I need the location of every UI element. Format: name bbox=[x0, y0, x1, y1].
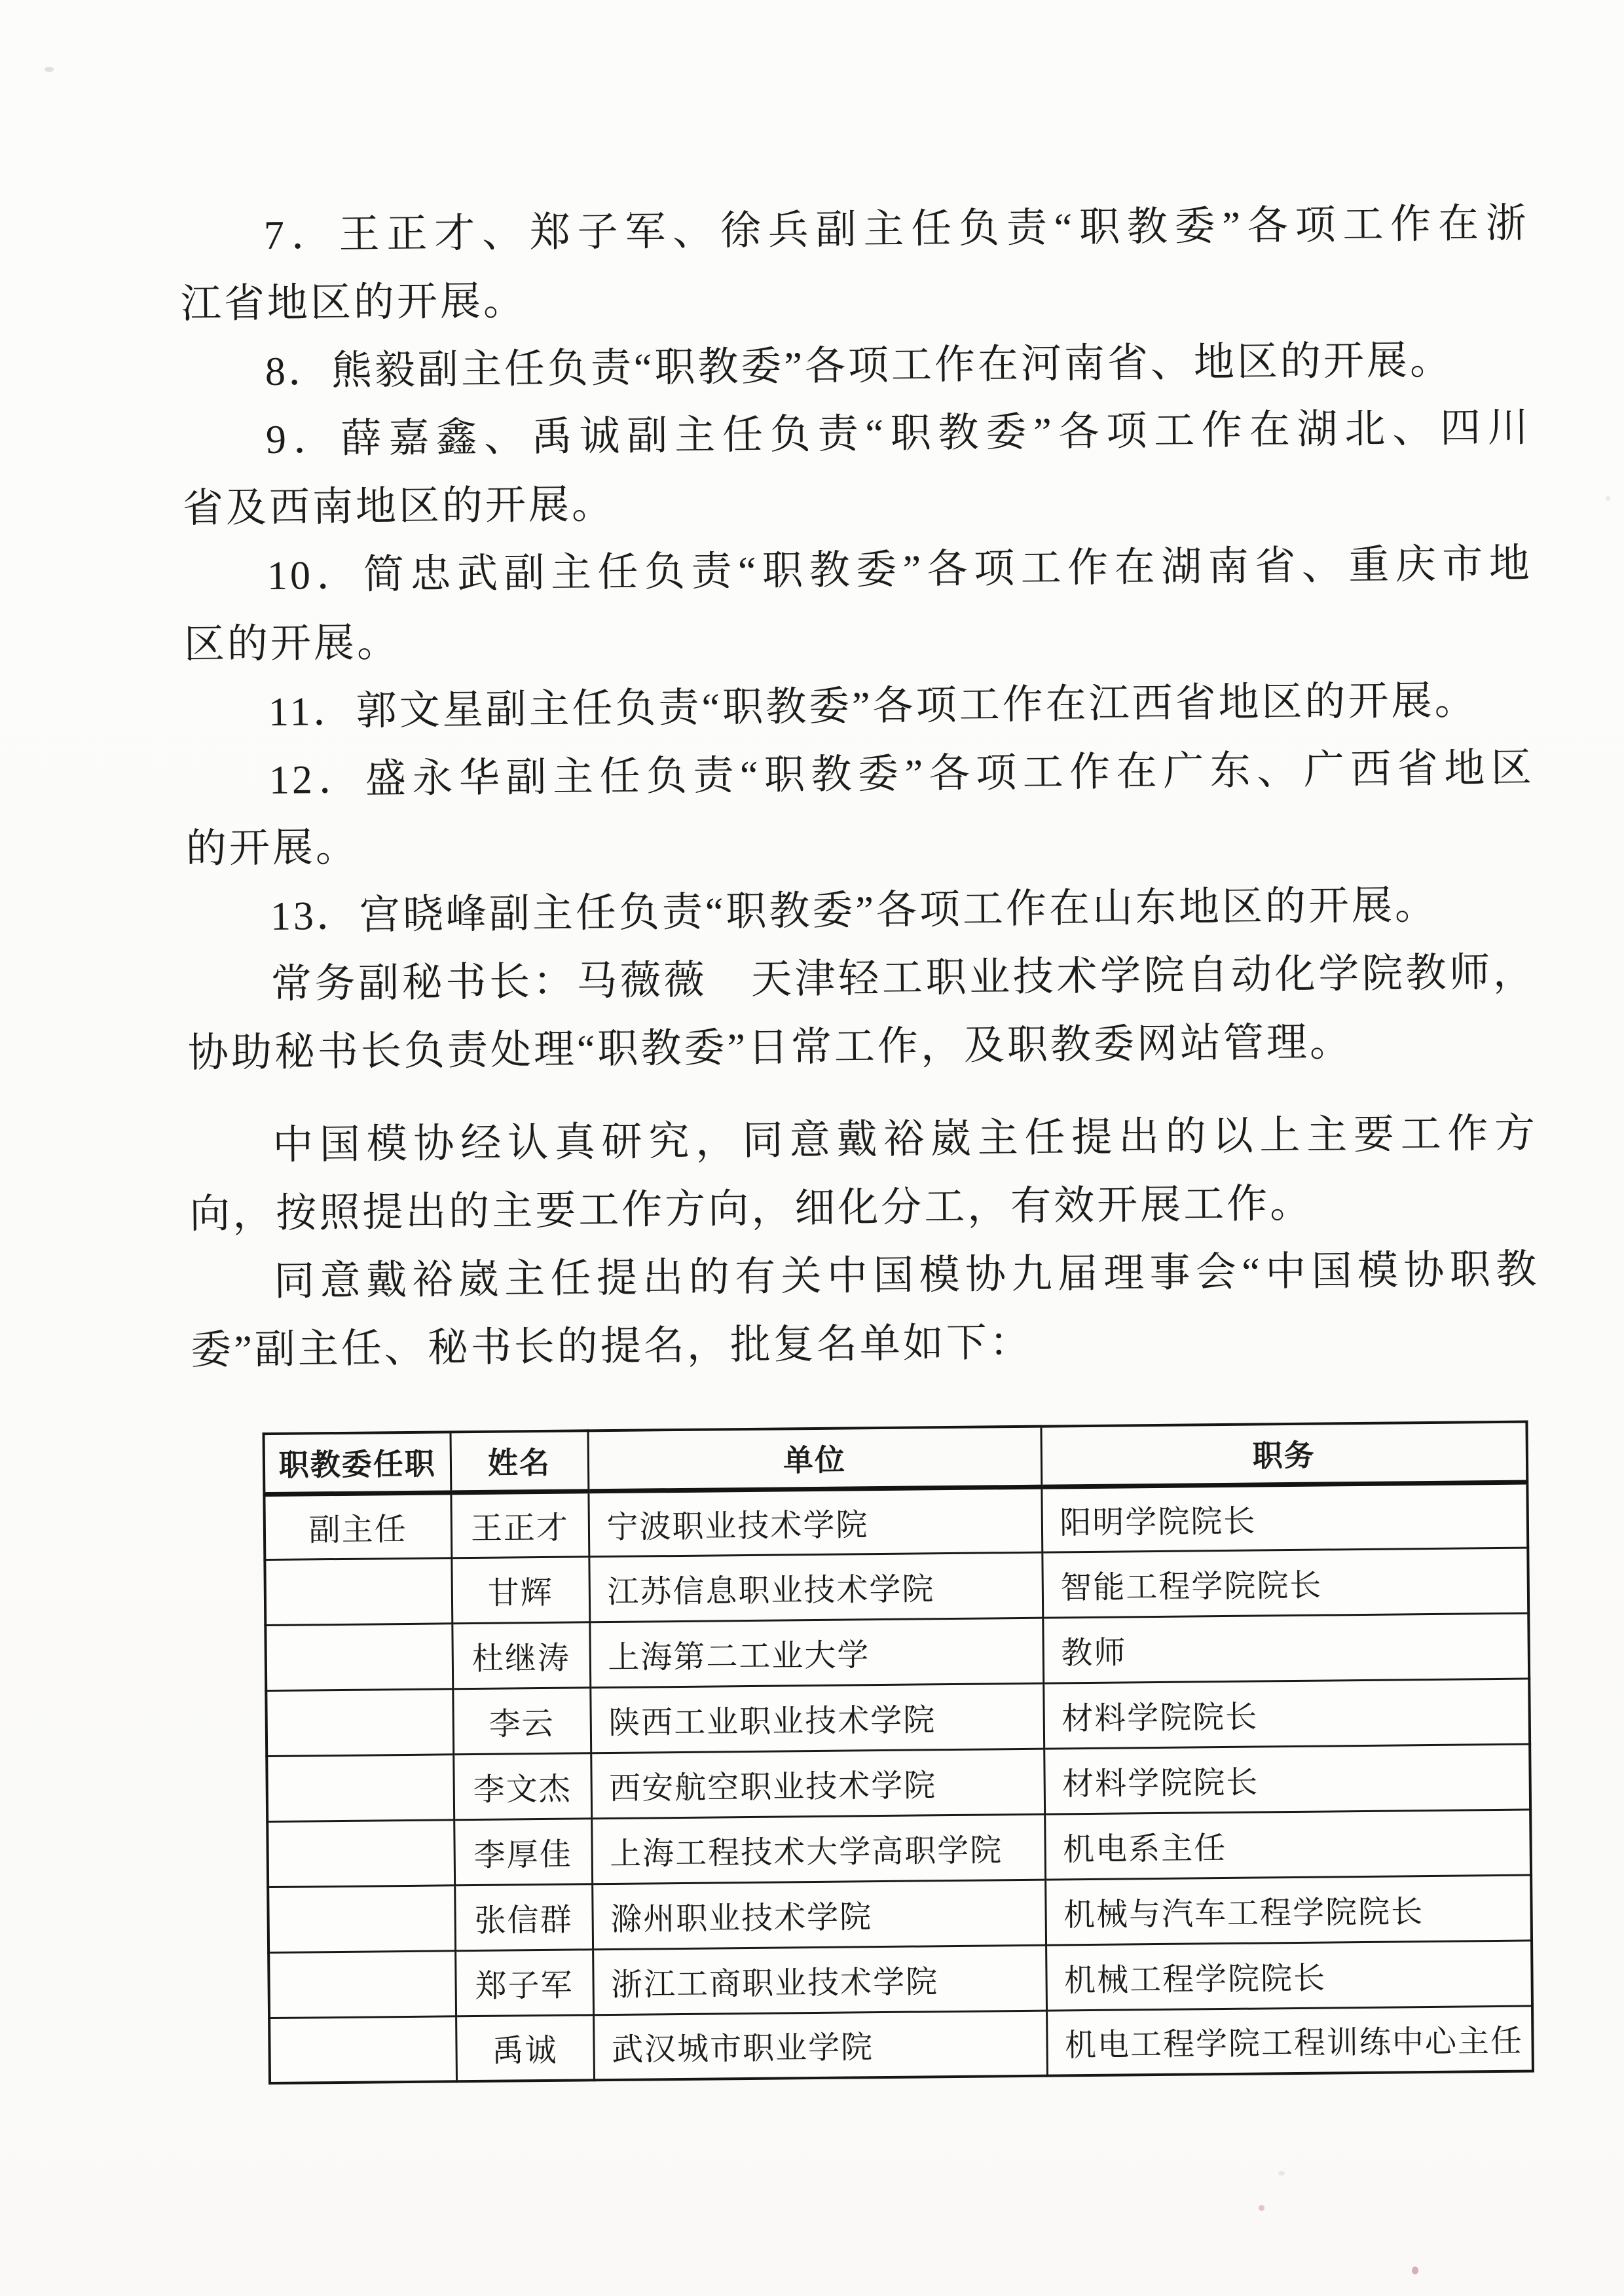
cell-unit: 武汉城市职业学院 bbox=[593, 2011, 1047, 2081]
cell-name: 李厚佳 bbox=[454, 1818, 592, 1885]
cell-name: 张信群 bbox=[454, 1884, 593, 1950]
text-line-approval1-2: 向，按照提出的主要工作方向，细化分工，有效开展工作。 bbox=[189, 1181, 1314, 1237]
cell-title: 阳明学院院长 bbox=[1041, 1482, 1528, 1552]
text-line-item11: 11．郭文星副主任负责“职教委”各项工作在江西省地区的开展。 bbox=[268, 678, 1478, 735]
text-line-item12-1: 12．盛永华副主任负责“职教委”各项工作在广东、广西省地区 bbox=[268, 746, 1535, 803]
table-row bbox=[266, 1679, 1530, 1757]
text-line-approval2-2: 委”副主任、秘书长的提名，批复名单如下： bbox=[190, 1320, 1033, 1374]
table-row bbox=[267, 1810, 1531, 1887]
text-line-item12-2: 的开展。 bbox=[185, 825, 360, 872]
header-name: 姓名 bbox=[451, 1430, 589, 1492]
table-row bbox=[265, 1613, 1529, 1691]
cell-title: 材料学院院长 bbox=[1044, 1744, 1530, 1814]
cell-name: 甘辉 bbox=[451, 1556, 589, 1623]
table-row bbox=[268, 1875, 1532, 1953]
header-title: 职务 bbox=[1041, 1422, 1527, 1487]
cell-position: 副主任 bbox=[264, 1492, 451, 1559]
cell-unit: 上海工程技术大学高职学院 bbox=[591, 1814, 1045, 1884]
cell-position bbox=[267, 1754, 454, 1821]
text-line-item8: 8．熊毅副主任负责“职教委”各项工作在河南省、地区的开展。 bbox=[265, 338, 1454, 394]
cell-name: 王正才 bbox=[451, 1491, 589, 1558]
text-line-approval2-1: 同意戴裕崴主任提出的有关中国模协九届理事会“中国模协职教 bbox=[273, 1247, 1540, 1304]
cell-unit: 陕西工业职业技术学院 bbox=[590, 1683, 1044, 1753]
header-position: 职教委任职 bbox=[264, 1432, 451, 1494]
cell-name: 李文杰 bbox=[453, 1753, 591, 1819]
cell-unit: 宁波职业技术学院 bbox=[588, 1487, 1042, 1557]
text-line-item9-1: 9．薛嘉鑫、禹诚副主任负责“职教委”各项工作在湖北、四川 bbox=[265, 405, 1532, 462]
text-line-item9-2: 省及西南地区的开展。 bbox=[182, 482, 616, 532]
cell-position bbox=[265, 1558, 452, 1625]
table-row bbox=[264, 1482, 1528, 1560]
cell-position bbox=[267, 1819, 454, 1887]
table-row bbox=[265, 1548, 1528, 1626]
cell-name: 李云 bbox=[452, 1687, 591, 1754]
cell-position bbox=[268, 1950, 456, 2018]
cell-position bbox=[269, 2016, 456, 2083]
cell-title: 机电工程学院工程训练中心主任 bbox=[1046, 2006, 1533, 2076]
cell-unit: 浙江工商职业技术学院 bbox=[593, 1945, 1046, 2015]
cell-unit: 滁州职业技术学院 bbox=[592, 1880, 1046, 1950]
text-line-approval1-1: 中国模协经认真研究，同意戴裕崴主任提出的以上主要工作方 bbox=[272, 1111, 1538, 1168]
cell-title: 机电系主任 bbox=[1044, 1810, 1531, 1880]
header-unit: 单位 bbox=[587, 1427, 1041, 1491]
table-row bbox=[267, 1744, 1530, 1822]
cell-title: 教师 bbox=[1043, 1613, 1529, 1683]
cell-title: 智能工程学院院长 bbox=[1042, 1548, 1528, 1618]
cell-unit: 西安航空职业技术学院 bbox=[591, 1749, 1044, 1819]
cell-title: 材料学院院长 bbox=[1043, 1679, 1530, 1749]
table-row bbox=[268, 1941, 1532, 2018]
cell-unit: 江苏信息职业技术学院 bbox=[589, 1552, 1043, 1622]
text-line-item10-1: 10．简忠武副主任负责“职教委”各项工作在湖南省、重庆市地 bbox=[267, 541, 1533, 598]
cell-name: 杜继涛 bbox=[452, 1622, 590, 1688]
text-line-secretary-1: 常务副秘书长：马薇薇 天津轻工职业技术学院自动化学院教师， bbox=[270, 950, 1537, 1007]
cell-position bbox=[268, 1885, 455, 1952]
cell-title: 机械工程学院院长 bbox=[1046, 1941, 1532, 2011]
cell-position bbox=[265, 1623, 452, 1690]
text-line-secretary-2: 协助秘书长负责处理“职教委”日常工作，及职教委网站管理。 bbox=[187, 1020, 1354, 1076]
text-line-item13: 13．宫晓峰副主任负责“职教委”各项工作在山东地区的开展。 bbox=[270, 883, 1439, 939]
text-line-item7-1: 7．王正才、郑子军、徐兵副主任负责“职教委”各项工作在浙 bbox=[263, 201, 1530, 258]
text-line-item10-2: 区的开展。 bbox=[183, 621, 401, 668]
table-row bbox=[269, 2006, 1533, 2084]
appointment-table bbox=[262, 1421, 1534, 2085]
text-line-item7-2: 江省地区的开展。 bbox=[180, 279, 527, 327]
cell-unit: 上海第二工业大学 bbox=[589, 1618, 1043, 1688]
cell-name: 禹诚 bbox=[456, 2014, 594, 2081]
cell-name: 郑子军 bbox=[455, 1949, 593, 2016]
cell-position bbox=[266, 1688, 453, 1756]
cell-title: 机械与汽车工程学院院长 bbox=[1045, 1875, 1532, 1945]
